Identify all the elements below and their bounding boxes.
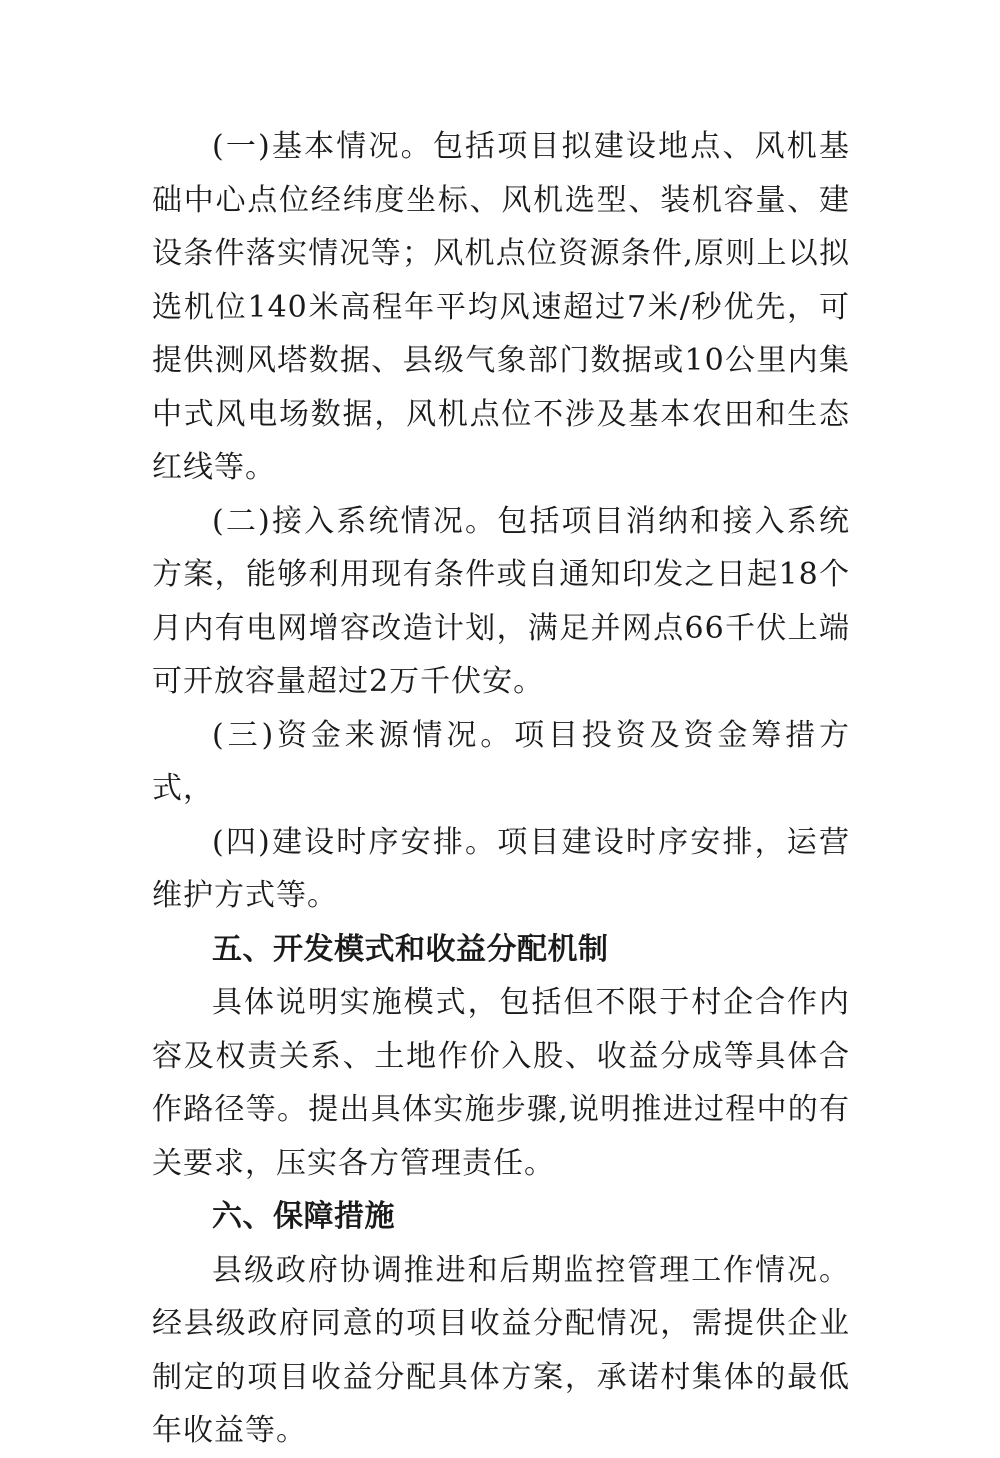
section-heading-safeguards: 六、保障措施: [212, 1199, 395, 1234]
paragraph-safeguards: 县级政府协调推进和后期监控管理工作情况。经县级政府同意的项目收益分配情况，需提供企业制定的项目收益分配具体方案，承诺村集体的最低年收益等。: [152, 1252, 850, 1448]
section-heading-development-model: 五、开发模式和收益分配机制: [212, 931, 609, 967]
paragraph-basic-info: (一)基本情况。包括项目拟建设地点、风机基础中心点位经纬度坐标、风机选型、装机容量、建设条件落实情况等；风机点位资源条件,原则上以拟选机位140米高程年平均风速超过7米/秒优先，可提供测风塔数据、县级气象部门数据或10公里内集中式风电场数据，风机点位不涉及基本农田和生态红线等。: [152, 129, 850, 485]
paragraph-construction-schedule: (四)建设时序安排。项目建设时序安排，运营维护方式等。: [152, 824, 850, 913]
paragraph-grid-access: (二)接入系统情况。包括项目消纳和接入系统方案，能够利用现有条件或自通知印发之日起18个月内有电网增容改造计划，满足并网点66千伏上端可开放容量超过2万千伏安。: [152, 503, 850, 699]
paragraph-development-model: 具体说明实施模式，包括但不限于村企合作内容及权责关系、土地作价入股、收益分成等具体合作路径等。提出具体实施步骤,说明推进过程中的有关要求，压实各方管理责任。: [152, 985, 850, 1181]
document-body: [152, 120, 850, 1458]
paragraph-funding-source: (三)资金来源情况。项目投资及资金筹措方式，: [152, 717, 850, 806]
